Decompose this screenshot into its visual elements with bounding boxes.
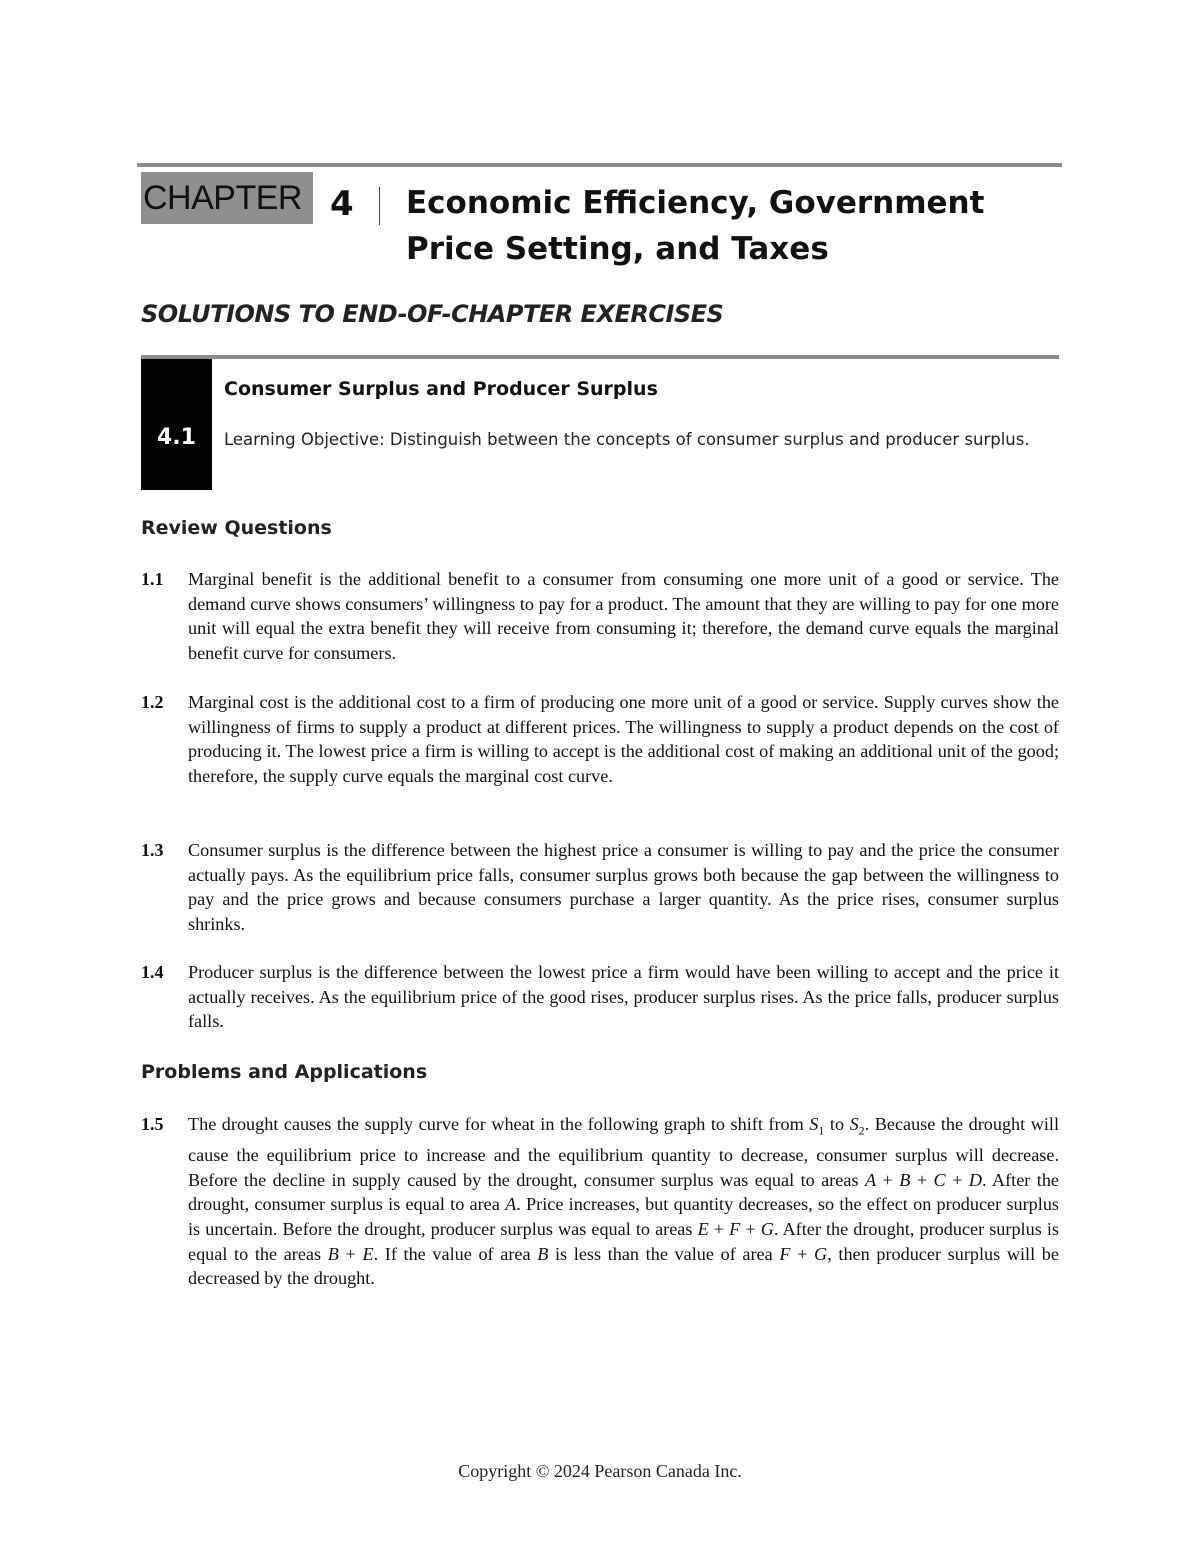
math-variable: B	[899, 1169, 911, 1190]
question-number: 1.3	[141, 840, 164, 860]
math-variable: G	[760, 1219, 774, 1240]
chapter-title-line1: Economic Efficiency, Government	[406, 185, 985, 221]
text-run: , then producer surplus will be decreased by the drought.	[188, 1243, 1059, 1289]
copyright-footer: Copyright © 2024 Pearson Canada Inc.	[458, 1461, 742, 1481]
text-run: . Price increases, but quantity decreases, so the effect on producer surplus is uncertain. Before the drought, producer surplus was equal to areas	[188, 1194, 1059, 1240]
text-run: +	[910, 1169, 934, 1190]
text-run: is less than the value of area	[548, 1243, 780, 1264]
question-answer: Marginal cost is the additional cost to a firm of producing one more unit of a good or service. Supply curves show the willingness of firms to supply a product at different prices. The willingness to supply a product depends on the cost of producing it. The lowest price a firm is willing to accept is the additional cost of making an additional unit of the good; therefore, the supply curve equals the marginal cost curve.	[188, 692, 1059, 786]
math-variable: D	[968, 1169, 982, 1190]
learning-objective-rule	[141, 355, 1059, 359]
learning-objective-number: 4.1	[157, 425, 196, 450]
text-run: . After the drought, consumer surplus is equal to area	[188, 1169, 1059, 1215]
math-variable: E	[362, 1243, 374, 1264]
text-run: +	[945, 1169, 969, 1190]
math-variable: B	[327, 1243, 339, 1264]
subscript: 2	[858, 1123, 865, 1138]
text-run: +	[790, 1243, 815, 1264]
math-variable: S	[849, 1114, 859, 1134]
math-variable: A	[864, 1169, 877, 1190]
text-run: +	[740, 1219, 761, 1240]
chapter-title-line2: Price Setting, and Taxes	[406, 231, 829, 267]
chapter-divider	[379, 187, 380, 225]
text-run: +	[708, 1219, 730, 1240]
question-number: 1.4	[141, 962, 164, 982]
math-variable: G	[814, 1243, 828, 1264]
subscript: 1	[818, 1123, 825, 1138]
math-variable: C	[933, 1169, 946, 1190]
question-answer: Consumer surplus is the difference between the highest price a consumer is willing to pay and the price the consumer actually pays. As the equilibrium price falls, consumer surplus grows both because the gap between the willingness to pay and the price grows and because consumers purchase a larger quantity. As the price rises, consumer surplus shrinks.	[188, 840, 1059, 934]
question-number: 1.2	[141, 692, 164, 712]
question-answer: Marginal benefit is the additional benefit to a consumer from consuming one more unit of a good or service. The demand curve shows consumers’ willingness to pay for a product. The amount that they are willing to pay for one more unit will equal the extra benefit they will receive from consuming it; therefore, the demand curve equals the marginal benefit curve for consumers.	[188, 569, 1059, 663]
text-run: . If the value of area	[373, 1243, 538, 1264]
math-variable: F	[729, 1219, 741, 1240]
math-variable: F	[779, 1243, 791, 1264]
math-variable: A	[505, 1194, 517, 1215]
chapter-number: 4	[330, 184, 354, 224]
problem-number: 1.5	[141, 1114, 164, 1134]
problems-heading: Problems and Applications	[141, 1061, 428, 1083]
chapter-label: CHAPTER	[141, 172, 313, 224]
chapter-title	[406, 180, 1046, 272]
math-variable: B	[537, 1243, 549, 1264]
question-number: 1.1	[141, 569, 164, 589]
review-questions-heading: Review Questions	[141, 517, 332, 539]
learning-objective-heading: Consumer Surplus and Producer Surplus	[224, 378, 658, 400]
math-variable: E	[697, 1219, 709, 1240]
text-run: The drought causes the supply curve for wheat in the following graph to shift from	[188, 1114, 810, 1134]
top-rule	[137, 163, 1062, 167]
text-run: +	[338, 1243, 363, 1264]
math-variable: S	[809, 1114, 819, 1134]
learning-objective-text: Learning Objective: Distinguish between the concepts of consumer surplus and producer surplus.	[224, 430, 1030, 449]
text-run: . Because the drought will cause the equilibrium price to increase and the equilibrium quantity to decrease, consumer surplus will decrease. Before the decline in supply caused by the drought, consumer surplus was equal to areas	[188, 1114, 1060, 1190]
text-run: +	[876, 1169, 900, 1190]
section-title: SOLUTIONS TO END-OF-CHAPTER EXERCISES	[141, 300, 724, 328]
question-answer: Producer surplus is the difference between the lowest price a firm would have been willing to accept and the price it actually receives. As the equilibrium price of the good rises, producer surplus rises. As the price falls, producer surplus falls.	[188, 962, 1059, 1032]
text-run: to	[824, 1114, 850, 1134]
problem-answer	[188, 1112, 1059, 1291]
text-run: . After the drought, producer surplus is equal to the areas	[188, 1219, 1059, 1264]
